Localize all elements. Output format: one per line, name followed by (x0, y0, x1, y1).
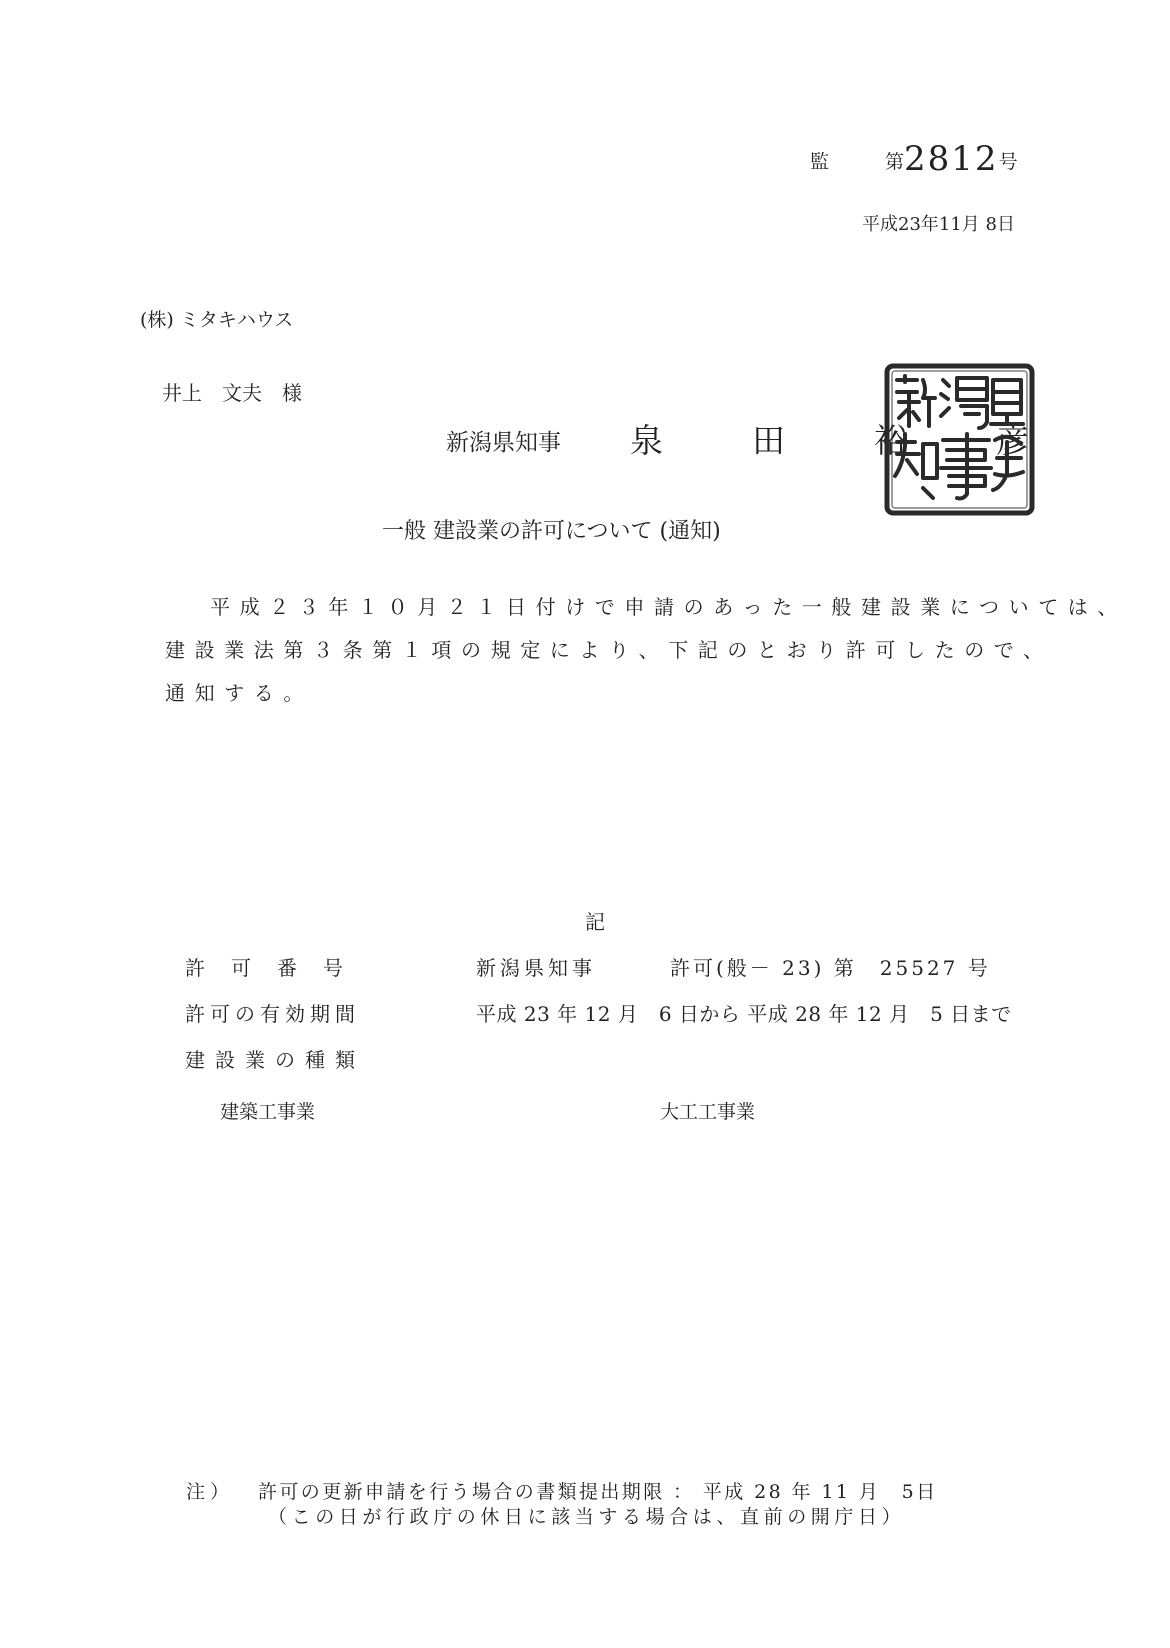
recipient-company: (株) ミタキハウス (140, 309, 294, 331)
doc-prefix: 監 (810, 151, 830, 173)
ki-heading: 記 (585, 910, 605, 934)
body-line-3: 通知する。 (165, 681, 313, 705)
recipient-person: 井上 文夫 様 (162, 381, 302, 405)
business-type-1: 建築工事業 (220, 1101, 316, 1123)
validity-value: 平成 23 年 12 月 6 日から 平成 28 年 12 月 5 日まで (476, 1002, 1012, 1026)
doc-number-value: 2812 (904, 139, 999, 179)
official-seal (883, 362, 1036, 517)
permit-number-issuer: 新潟県知事 (476, 956, 596, 980)
permit-number-label: 許 可 番 号 (185, 956, 346, 980)
permit-number-value: 許可(般－ 23) 第 25527 号 (670, 956, 991, 980)
body-line-1: 平成２３年１０月２１日付けで申請のあった一般建設業については、 (210, 595, 1127, 619)
doc-go: 号 (998, 151, 1018, 173)
note-line-1: 許可の更新申請を行う場合の書類提出期限 ： 平成 28 年 11 月 5日 (258, 1481, 938, 1503)
issue-date: 平成23年11月 8日 (862, 214, 1015, 235)
note-line-2: （この日が行政庁の休日に該当する場合は、直前の開庁日） (268, 1506, 906, 1528)
doc-dai: 第 (885, 151, 905, 173)
issuer-title: 新潟県知事 (446, 430, 561, 456)
issuer-name: 泉 田 裕 彦 (630, 421, 1057, 460)
business-type-2: 大工工事業 (660, 1101, 756, 1123)
subject-title: 一般 建設業の許可について (通知) (382, 519, 721, 544)
document-number (810, 139, 1018, 179)
validity-label: 許可の有効期間 (185, 1002, 360, 1026)
business-type-label: 建設業の種類 (185, 1048, 365, 1072)
body-line-2: 建設業法第３条第１項の規定により、下記のとおり許可したので、 (165, 638, 1053, 662)
note-prefix: 注） (186, 1481, 235, 1503)
